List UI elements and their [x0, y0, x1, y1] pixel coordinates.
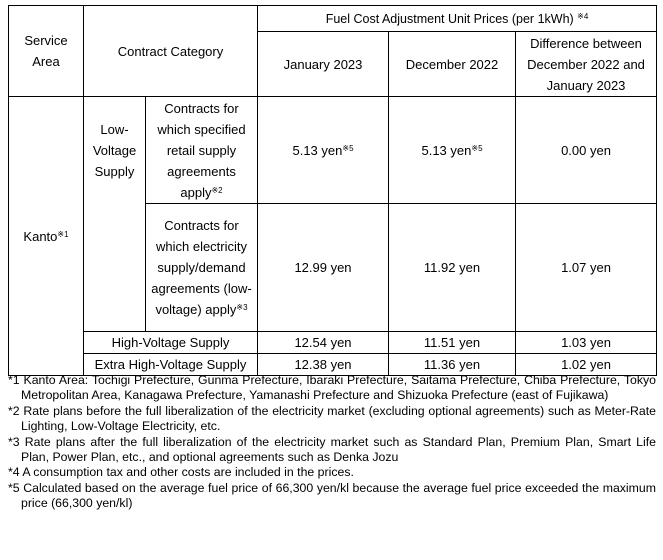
dec-2022-value: 5.13 yen$^{※5}$: [389, 97, 516, 204]
footnote: *4 A consumption tax and other costs are included in the prices.: [8, 465, 354, 480]
dec-2022-header: December 2022: [389, 32, 516, 97]
low-voltage-cell: Low-Voltage Supply: [84, 97, 146, 332]
difference-value: 0.00 yen: [516, 97, 657, 204]
service-area-header: Service Area: [9, 6, 84, 97]
dec-2022-value: 11.92 yen: [389, 204, 516, 332]
footnote-mark: ※5: [342, 143, 354, 153]
contract-category-cell: Contracts for which electricity supply/demand agreements (low-voltage) apply$^{※3}$: [146, 204, 258, 332]
footnote: *3 Rate plans after the full liberalization of the electricity market such as Standard Plan, Premium Plan, Smart Life Plan, Power Plan, etc., and optional agreements such as Denka Jozu: [8, 434, 656, 465]
difference-header: Difference between December 2022 and January 2023: [516, 32, 657, 97]
footnote-mark: ※3: [236, 303, 248, 312]
contract-category-header: Contract Category: [84, 6, 258, 97]
table-row: [9, 97, 657, 204]
unit-prices-header: Fuel Cost Adjustment Unit Prices (per 1kWh) $^{※4}$: [258, 6, 657, 32]
footnote-mark: ※4: [577, 11, 589, 21]
footnote: *1 Kanto Area: Tochigi Prefecture, Gunma Prefecture, Ibaraki Prefecture, Saitama Prefecture, Chiba Prefecture, Tokyo Metropolitan Area, Kanagawa Prefecture, Yamanashi Prefecture and Shizuoka Prefecture (east of Fujikawa): [8, 373, 656, 403]
footnote-mark: ※2: [211, 185, 223, 195]
footnotes: [8, 373, 656, 512]
footnote-mark: ※5: [471, 143, 483, 153]
jan-2023-value: 12.54 yen: [258, 332, 389, 354]
difference-value: 1.03 yen: [516, 332, 657, 354]
difference-value: 1.07 yen: [516, 204, 657, 332]
table-row: [9, 332, 657, 354]
jan-2023-value: 12.38 yen: [258, 354, 389, 376]
fuel-cost-table: [8, 5, 657, 376]
dec-2022-value: 11.51 yen: [389, 332, 516, 354]
difference-value: 1.02 yen: [516, 354, 657, 376]
footnote-mark: ※1: [57, 229, 69, 239]
contract-category-cell: High-Voltage Supply: [84, 332, 258, 354]
footnote: *2 Rate plans before the full liberalization of the electricity market (excluding optional agreements) such as Meter-Rate Lighting, Low-Voltage Electricity, etc.: [8, 403, 656, 434]
footnote: *5 Calculated based on the average fuel price of 66,300 yen/kl because the average fuel price exceeded the maximum price (66,300 yen/kl): [8, 480, 656, 511]
jan-2023-value: 5.13 yen$^{※5}$: [258, 97, 389, 204]
jan-2023-header: January 2023: [258, 32, 389, 97]
contract-category-cell: Extra High-Voltage Supply: [84, 354, 258, 376]
contract-category-cell: Contracts for which specified retail supply agreements apply$^{※2}$: [146, 97, 258, 204]
service-area-cell: Kanto$^{※1}$: [9, 97, 84, 376]
dec-2022-value: 11.36 yen: [389, 354, 516, 376]
jan-2023-value: 12.99 yen: [258, 204, 389, 332]
